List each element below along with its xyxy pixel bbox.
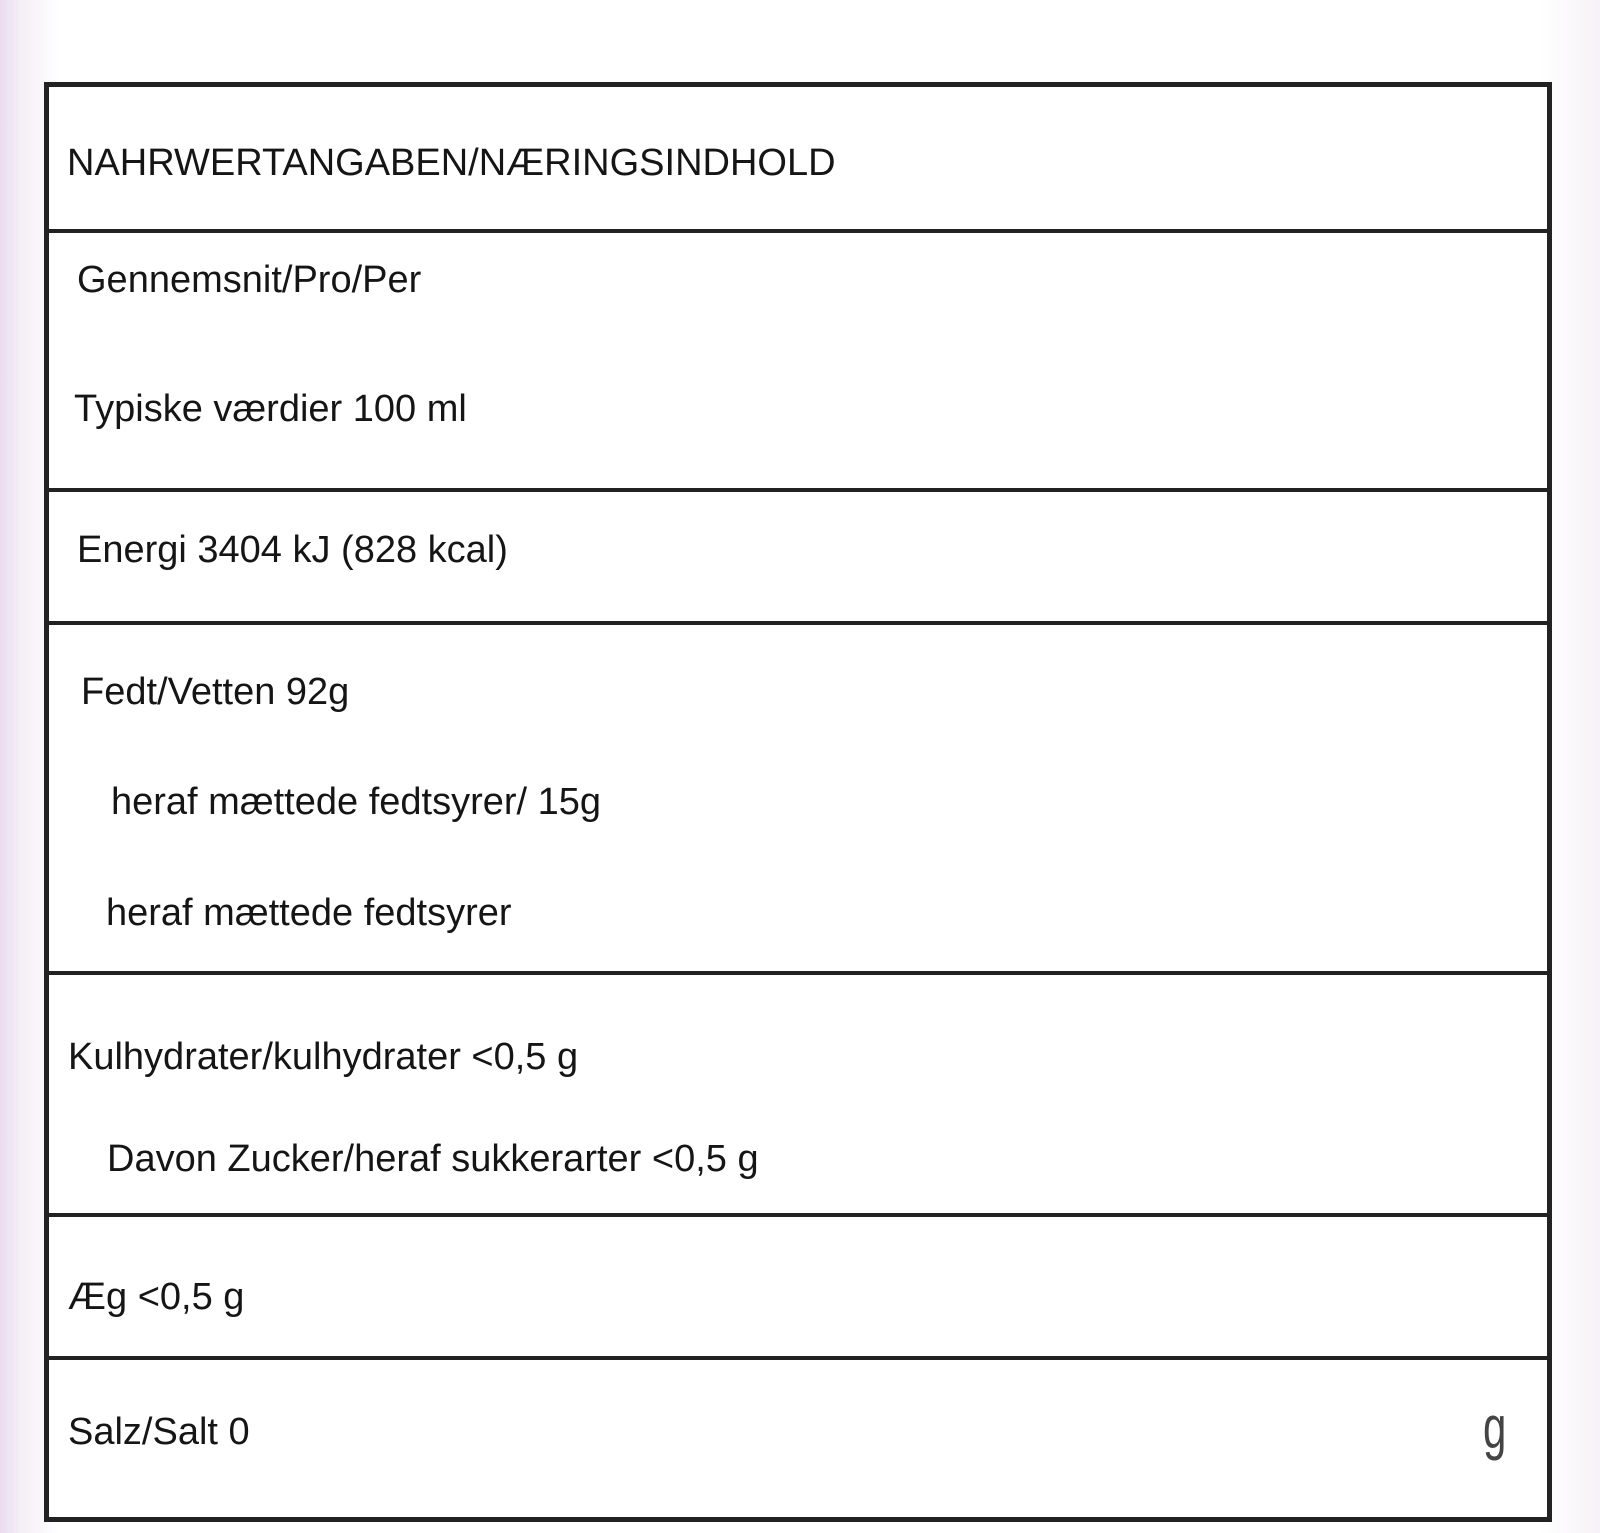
bottom-edge-strip: [595, 1526, 920, 1533]
nutrition-table: [44, 82, 1552, 1522]
energy-section: [49, 492, 1547, 625]
basis-section: [49, 233, 1547, 492]
basis-line-average: Gennemsnit/Pro/Per: [77, 259, 422, 301]
saturated-fat-label: heraf mættede fedtsyrer: [106, 892, 512, 934]
protein-value: Æg <0,5 g: [68, 1276, 245, 1318]
protein-section: [49, 1217, 1547, 1360]
energy-value: Energi 3404 kJ (828 kcal): [77, 529, 508, 571]
saturated-fat-value: heraf mættede fedtsyrer/ 15g: [111, 781, 602, 823]
sugars-value: Davon Zucker/heraf sukkerarter <0,5 g: [107, 1138, 759, 1180]
salt-unit: g: [1482, 1394, 1506, 1461]
carbohydrates-section: [49, 975, 1547, 1217]
carbohydrates-value: Kulhydrater/kulhydrater <0,5 g: [68, 1036, 579, 1078]
fat-value: Fedt/Vetten 92g: [81, 671, 350, 713]
nutrition-title: NAHRWERTANGABEN/NÆRINGSINDHOLD: [67, 142, 836, 184]
nutrition-header-section: [49, 87, 1547, 233]
salt-value: Salz/Salt 0: [68, 1411, 250, 1453]
basis-line-typical: Typiske værdier 100 ml: [74, 388, 467, 430]
fat-section: [49, 625, 1547, 975]
salt-section: [49, 1360, 1547, 1517]
